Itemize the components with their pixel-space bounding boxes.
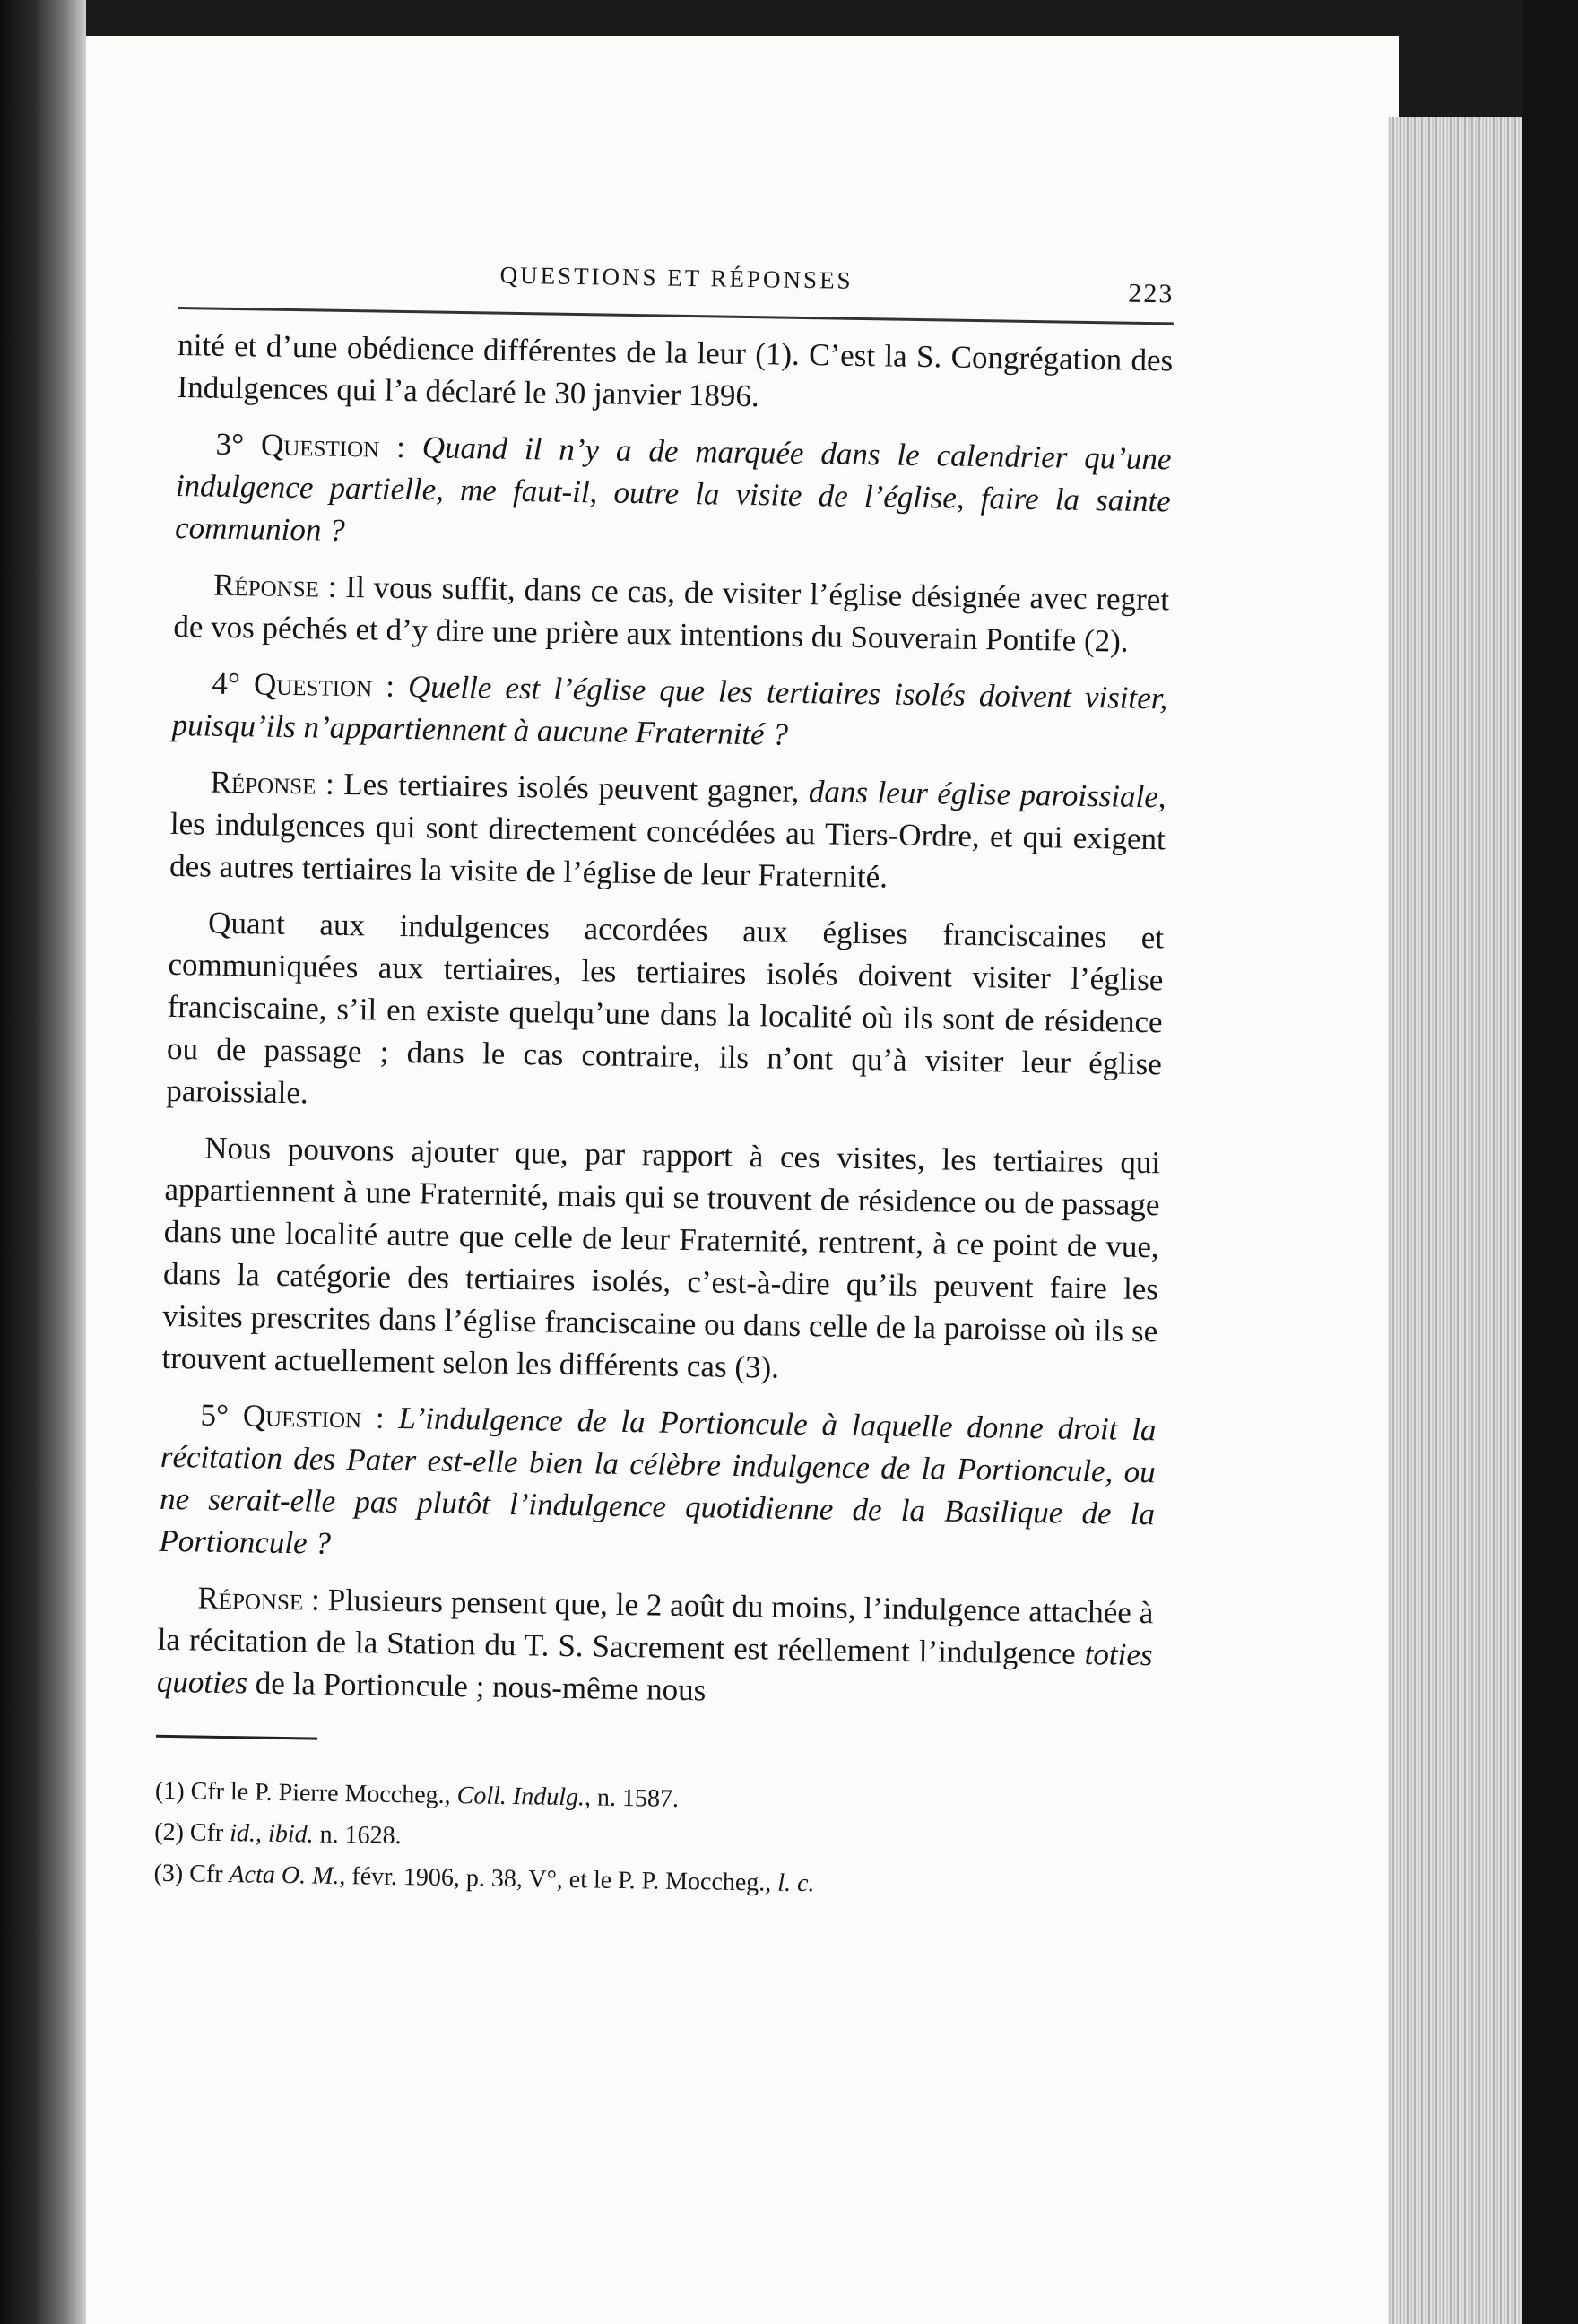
answer-text: Les tertiaires isolés peuvent gagner, [342, 766, 800, 809]
footnote-rule [156, 1735, 317, 1740]
question-text: Quand il n’y a de marquée dans le calendrier qu’une indulgence partielle, me faut-il, outre la visite de l’église, faire la sainte communion ? [174, 429, 1172, 548]
footnote-italic: Coll. Indulg. [456, 1782, 585, 1812]
question-4 [171, 662, 1167, 761]
question-text: L’indulgence de la Portioncule à laquelle donne droit la récitation des Pater est-elle bien la célèbre indulgence de la Portioncule, ou ne serait-elle pas plutôt l’indulgence quotidienne de la Basilique de la Portioncule ? [159, 1400, 1157, 1561]
answer-label: Réponse : [197, 1580, 321, 1617]
paragraph-text: nité et d’une obédience différentes de la leur (1). C’est la S. Congrégation des Indulgences qui l’a déclaré le 30 janvier 1896. [177, 326, 1174, 414]
question-label: 5° Question : [200, 1397, 385, 1435]
question-text: Quelle est l’église que les tertiaires isolés doivent visiter, puisqu’ils n’appartiennent à aucune Fraternité ? [171, 669, 1168, 752]
answer-label: Réponse : [210, 764, 335, 802]
running-title: QUESTIONS ET RÉPONSES [499, 261, 854, 294]
question-label: 3° Question : [215, 426, 406, 464]
answer-text: Plusieurs pensent que, le 2 août du moins, l’indulgence attachée à la récitation de la Station du T. S. Sacrement est réellement l’indulgence [157, 1582, 1154, 1671]
answer-text: les indulgences qui sont directement concédées au Tiers-Ordre, et qui exigent des autres tertiaires la visite de l’église de leur Fraternité. [169, 805, 1166, 895]
paragraph-continuation [177, 324, 1173, 423]
paragraph-nous [161, 1126, 1160, 1394]
paragraph-quant [166, 901, 1165, 1127]
footnote-text: , févr. 1906, p. 38, V°, et le P. P. Moccheg., [339, 1862, 772, 1897]
question-5 [159, 1393, 1157, 1577]
footnote-italic: id., ibid. [230, 1819, 314, 1849]
question-3 [175, 422, 1172, 564]
answer-5 [157, 1576, 1154, 1718]
page-content [153, 251, 1175, 1912]
answer-3 [173, 563, 1169, 663]
footnote-text: (2) Cfr [154, 1817, 224, 1847]
answer-text: Il vous suffit, dans ce cas, de visiter l’église désignée avec regret de vos péchés et d’y dire une prière aux intentions du Souverain Pontife (2). [173, 568, 1170, 659]
book-gutter [0, 0, 86, 2324]
answer-4 [169, 760, 1166, 902]
paragraph-text: Nous pouvons ajouter que, par rapport à ces visites, les tertiaires qui appartiennent à une Fraternité, mais qui se trouvent de résidence ou de passage dans une localité autre que celle de leur Fraternité, rentrent, à ce point de vue, dans la catégorie des tertiaires isolés, c’est-à-dire qu’ils peuvent faire les visites prescrites dans l’église franciscaine ou dans celle de la paroisse où ils se trouvent actuellement selon les différents cas (3). [161, 1130, 1161, 1385]
answer-text-italic: dans leur église paroissiale, [808, 774, 1166, 815]
question-label: 4° Question : [212, 665, 395, 704]
answer-label: Réponse : [212, 567, 337, 604]
footnote-text: (3) Cfr [153, 1859, 223, 1888]
scan-background [1522, 0, 1578, 2324]
page-edges [1388, 117, 1522, 2324]
footnote-italic: l. c. [777, 1869, 815, 1898]
footnote-text: n. 1628. [319, 1820, 402, 1851]
answer-text-italic: toties quoties [156, 1636, 1153, 1701]
footnote-text: (1) Cfr le P. Pierre Moccheg., [154, 1776, 451, 1809]
page-number: 223 [1128, 278, 1175, 309]
footnotes [153, 1773, 1150, 1907]
footnote-text: , n. 1587. [584, 1783, 680, 1813]
footnote-italic: Acta O. M. [229, 1860, 340, 1891]
paragraph-text: Quant aux indulgences accordées aux églises franciscaines et communiquées aux tertiaires, les tertiaires isolés doivent visiter l’église franciscaine, s’il en existe quelqu’une dans la localité où ils sont de résidence ou de passage ; dans le cas contraire, ils n’ont qu’à visiter leur église paroissiale. [165, 905, 1165, 1111]
answer-text: de la Portioncule ; nous-même nous [255, 1665, 707, 1708]
